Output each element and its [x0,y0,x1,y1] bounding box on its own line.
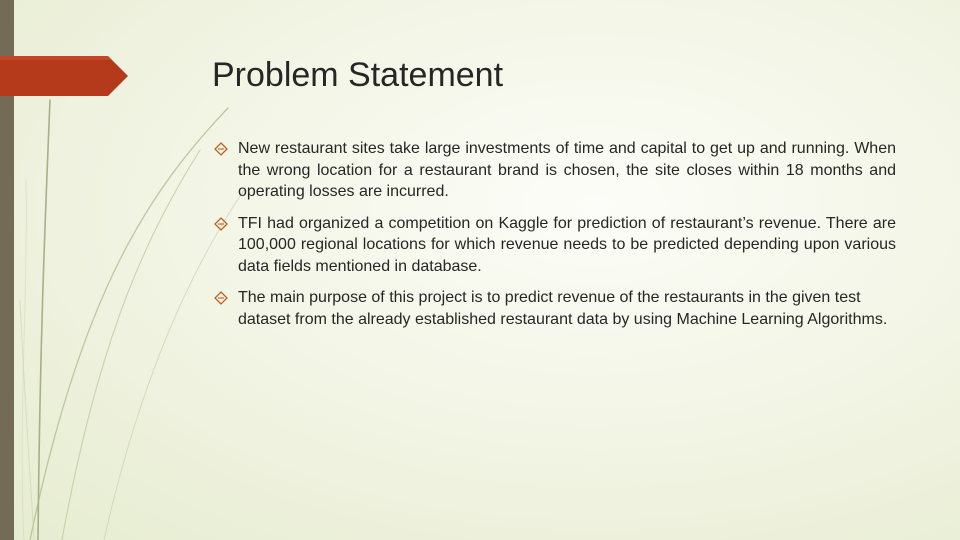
bullet-item [214,213,896,278]
slide-title: Problem Statement [212,56,504,94]
diamond-outline-icon [214,142,228,156]
bullet-item [214,138,896,203]
bullet-list [214,138,896,340]
title-accent-tab [0,56,128,96]
diamond-outline-icon [214,291,228,305]
bullet-item [214,287,896,330]
diamond-outline-icon [214,217,228,231]
bullet-text: TFI had organized a competition on Kaggle for prediction of restaurant’s revenue. There are 100,000 regional locations for which revenue needs to be predicted depending upon various data fields mentioned in database. [238,214,896,275]
bullet-text: New restaurant sites take large investments of time and capital to get up and running. When the wrong location for a restaurant brand is chosen, the site closes within 18 months and operating losses are incurred. [238,140,896,200]
bullet-text: The main purpose of this project is to predict revenue of the restaurants in the given test dataset from the already established restaurant data by using Machine Learning Algorithms. [238,289,888,328]
